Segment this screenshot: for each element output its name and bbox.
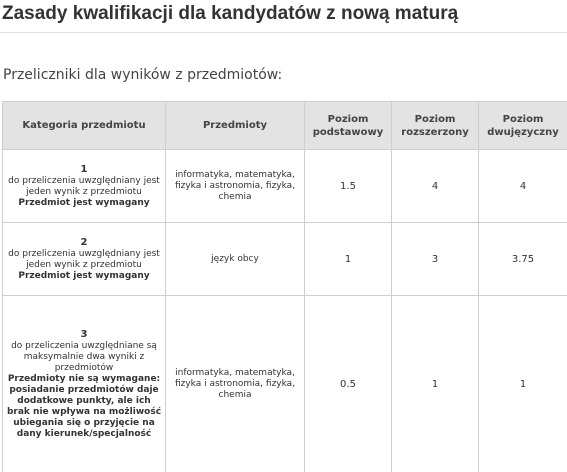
basic-level-cell: 1.5 (305, 150, 392, 223)
category-cell (3, 296, 166, 472)
bilingual-level-cell: 1 (479, 296, 567, 472)
header-subjects: Przedmioty (166, 102, 305, 150)
table-row (3, 150, 567, 223)
extended-level-cell: 1 (392, 296, 479, 472)
category-description: do przeliczenia uwzględniany jest jeden wynik z przedmiotu (8, 249, 160, 270)
header-extended-level: Poziom rozszerzony (392, 102, 479, 150)
category-cell (3, 223, 166, 296)
bilingual-level-cell: 4 (479, 150, 567, 223)
extended-level-cell: 3 (392, 223, 479, 296)
category-number: 1 (80, 164, 88, 175)
category-requirement: Przedmiot jest wymagany (18, 271, 150, 281)
extended-level-cell: 4 (392, 150, 479, 223)
category-requirement: Przedmioty nie są wymagane: posiadanie przedmiotów daje dodatkowe punkty, ale ich brak nie wpływa na możliwość ubiegania się o przyjęcie na dany kierunek/specjalność (6, 374, 162, 439)
category-number: 3 (80, 329, 88, 340)
subjects-cell: język obcy (166, 223, 305, 296)
table-header-row (3, 102, 567, 150)
basic-level-cell: 0.5 (305, 296, 392, 472)
table-row (3, 223, 567, 296)
header-bilingual-level: Poziom dwujęzyczny (479, 102, 567, 150)
conversion-table (2, 101, 567, 472)
section-subtitle: Przeliczniki dla wyników z przedmiotów: (3, 67, 283, 83)
subjects-cell: informatyka, matematyka, fizyka i astronomia, fizyka, chemia (166, 150, 305, 223)
category-cell (3, 150, 166, 223)
category-description: do przeliczenia uwzględniany jest jeden wynik z przedmiotu (8, 176, 160, 197)
header-basic-level: Poziom podstawowy (305, 102, 392, 150)
category-requirement: Przedmiot jest wymagany (18, 198, 150, 208)
basic-level-cell: 1 (305, 223, 392, 296)
bilingual-level-cell: 3.75 (479, 223, 567, 296)
title-divider (0, 32, 567, 33)
table-row (3, 296, 567, 472)
subjects-cell: informatyka, matematyka, fizyka i astronomia, fizyka, chemia (166, 296, 305, 472)
page-title: Zasady kwalifikacji dla kandydatów z nową maturą (2, 3, 459, 24)
category-number: 2 (80, 237, 88, 248)
header-category: Kategoria przedmiotu (3, 102, 166, 150)
category-description: do przeliczenia uwzględniane są maksymalnie dwa wyniki z przedmiotów (11, 341, 157, 373)
